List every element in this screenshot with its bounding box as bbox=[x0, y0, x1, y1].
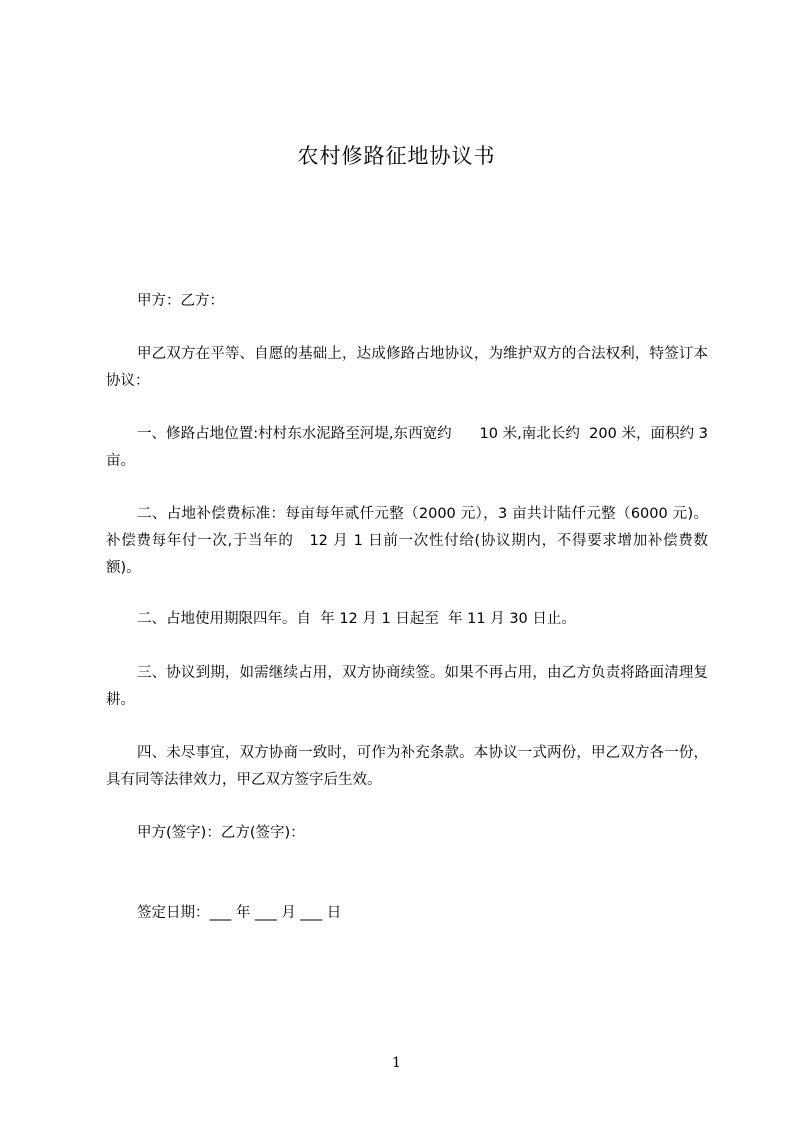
page-number: 1 bbox=[392, 1055, 401, 1071]
preamble-paragraph: 甲乙双方在平等、自愿的基础上，达成修路占地协议，为维护双方的合法权利，特签订本协议： bbox=[106, 346, 708, 389]
clause-term: 二、占地使用期限四年。自 年 12 月 1 日起至 年 11 月 30 日止。 bbox=[137, 611, 576, 627]
clause-misc: 四、未尽事宜，双方协商一致时，可作为补充条款。本协议一式两份，甲乙双方各一份，具有同等法律效力，甲乙双方签字后生效。 bbox=[106, 745, 708, 788]
clause-location: 一、修路占地位置:村村东水泥路至河堤,东西宽约 10 米,南北长约 200 米，面积约 3 亩。 bbox=[106, 426, 713, 469]
clause-expiry: 三、协议到期，如需继续占用，双方协商续签。如果不再占用，由乙方负责将路面清理复耕。 bbox=[106, 665, 708, 708]
signature-line: 甲方(签字)：乙方(签字)： bbox=[137, 825, 305, 841]
clause-compensation: 二、占地补偿费标准：每亩每年贰仟元整（2000 元），3 亩共计陆仟元整（6000 元)。补偿费每年付一次,于当年的 12 月 1 日前一次性付给(协议期内，不得要求增加补偿费数额)。 bbox=[106, 506, 708, 576]
parties-line: 甲方：乙方： bbox=[137, 293, 224, 309]
signing-date: 签定日期：___ 年 ___ 月 ___ 日 bbox=[137, 905, 342, 921]
document-title: 农村修路征地协议书 bbox=[297, 144, 496, 168]
